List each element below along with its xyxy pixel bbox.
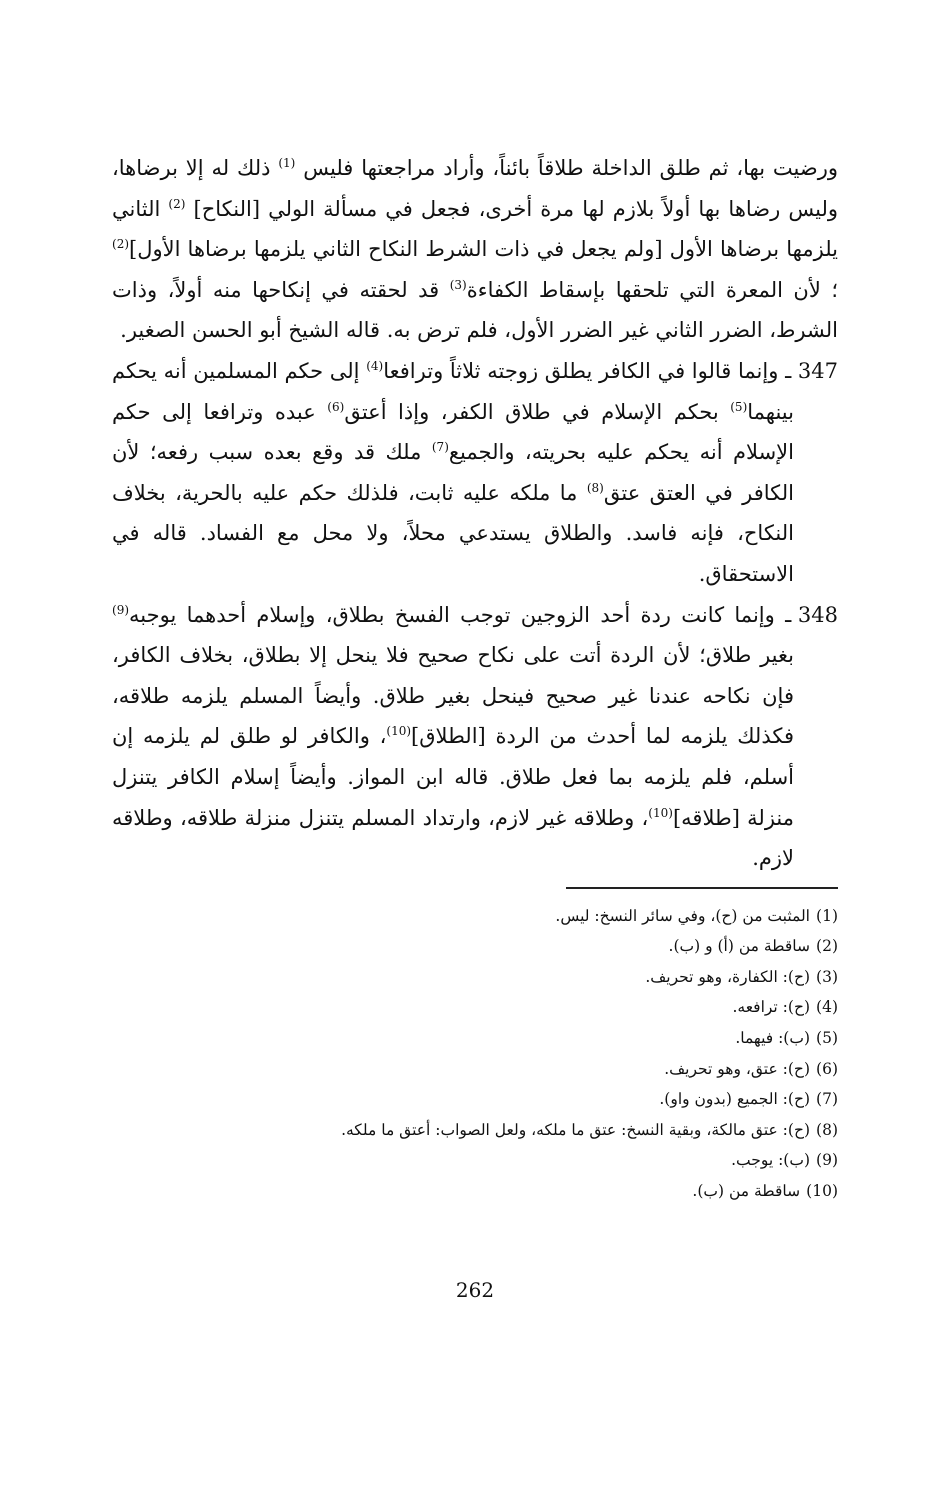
footnote-number: (6) <box>816 1059 838 1078</box>
footnote-ref: (8) <box>586 480 604 495</box>
footnote <box>112 992 838 1023</box>
footnote-number: (1) <box>816 906 838 925</box>
footnote-number: (3) <box>816 967 838 986</box>
footnote-text: (ح): الكفارة، وهو تحريف. <box>645 967 810 986</box>
footnote-ref: (2) <box>168 196 186 211</box>
paragraph <box>112 351 838 595</box>
footnote-ref: (6) <box>327 399 345 414</box>
text-segment: ، وطلاقه غير لازم، وارتداد المسلم يتنزل منزلة طلاقه، وطلاقه لازم. <box>112 805 794 871</box>
text-segment: عبده وترافعا إلى حكم الإسلام أنه يحكم عليه بحريته، والجميع <box>112 399 794 465</box>
footnote-ref: (3) <box>449 277 467 292</box>
footnote <box>112 1145 838 1176</box>
paragraph-number: 347 ـ <box>785 358 838 383</box>
footnote-number: (10) <box>806 1182 838 1201</box>
footnote-ref: (7) <box>431 440 449 455</box>
footnote-text: ساقطة من (أ) و (ب). <box>668 937 810 956</box>
footnote <box>112 1084 838 1115</box>
main-text <box>112 148 838 879</box>
footnote-text: (ب): يوجب. <box>731 1151 810 1170</box>
paragraph <box>112 148 838 351</box>
page-number: 262 <box>455 1278 495 1302</box>
text-segment: الثاني يلزمها برضاها الأول [ولم يجعل في ذات الشرط النكاح الثاني يلزمها برضاها الأول] <box>112 196 838 262</box>
footnote-number: (2) <box>816 937 838 956</box>
text-segment: بحكم الإسلام في طلاق الكفر، وإذا أعتق <box>344 399 731 424</box>
footnote-text: (ح): عتق مالكة، وبقية النسخ: عتق ما ملكه، ولعل الصواب: أعتق ما ملكه. <box>341 1120 810 1139</box>
footnote-text: (ح): الجميع (بدون واو). <box>659 1090 810 1109</box>
text-segment: ملك قد وقع بعده سبب رفعه؛ لأن الكافر في العتق عتق <box>112 440 794 505</box>
footnote <box>112 1054 838 1085</box>
footnote-number: (7) <box>816 1090 838 1109</box>
footnote-ref: (5) <box>730 399 748 414</box>
paragraph <box>112 595 838 879</box>
footnote-ref: (10) <box>648 805 673 820</box>
text-segment: بغير طلاق؛ لأن الردة أتت على نكاح صحيح فلا ينحل إلا بطلاق، بخلاف الكافر، فإن نكاحه عندنا غير صحيح فينحل بغير طلاق. وأيضاً المسلم يلزمه طلاقه، فكذلك يلزمه لما أحدث من الردة [الطلاق] <box>112 643 794 749</box>
footnote-ref: (10) <box>386 724 412 739</box>
footnote-text: (ح): ترافعه. <box>732 998 810 1017</box>
footnote <box>112 962 838 993</box>
text-segment: وإنما قالوا في الكافر يطلق زوجته ثلاثاً وترافعا <box>383 358 786 383</box>
text-segment: ، والكافر لو طلق لم يلزمه إن أسلم، فلم يلزمه بما فعل طلاق. قاله ابن المواز. وأيضاً إسلام الكافر يتنزل منزلة [طلاقه] <box>112 724 795 830</box>
footnote-number: (4) <box>816 998 838 1017</box>
footnote-text: (ح): عتق، وهو تحريف. <box>664 1059 810 1078</box>
footnote <box>112 1176 838 1207</box>
footnotes-list <box>112 901 838 1207</box>
footnote <box>112 1023 838 1054</box>
text-segment: قد لحقته في إنكاحها منه أولاً، وذات الشرط، الضرر الثاني غير الضرر الأول، فلم ترض به. قاله الشيخ أبو الحسن الصغير. <box>112 277 838 343</box>
footnote-number: (8) <box>816 1120 838 1139</box>
text-segment: ذلك له إلا برضاها، وليس رضاها بها أولاً بلازم لها مرة أخرى، فجعل في مسألة الولي [النكاح] <box>112 156 838 221</box>
text-segment: إلى حكم المسلمين أنه يحكم بينهما <box>112 358 794 424</box>
footnote-text: (ب): فيهما. <box>735 1029 810 1048</box>
footnote-text: المثبت من (ح)، وفي سائر النسخ: ليس. <box>555 906 810 925</box>
text-segment: ما ملكه عليه ثابت، فلذلك حكم عليه بالحرية، بخلاف النكاح، فإنه فاسد. والطلاق يستدعي محلاً، ولا محل مع الفساد. قاله في الاستحقاق. <box>112 480 794 586</box>
text-segment: ورضيت بها، ثم طلق الداخلة طلاقاً بائناً، وأراد مراجعتها فليس <box>295 156 838 180</box>
footnote-text: ساقطة من (ب). <box>692 1182 801 1201</box>
footnote-number: (5) <box>816 1029 838 1048</box>
footnote <box>112 901 838 932</box>
text-segment: ؛ لأن المعرة التي تلحقها بإسقاط الكفاءة <box>466 277 838 302</box>
footnote-ref: (2) <box>112 237 130 252</box>
page-body <box>112 148 838 1207</box>
text-segment: وإنما كانت ردة أحد الزوجين توجب الفسخ بطلاق، وإسلام أحدهما يوجبه <box>129 602 786 627</box>
footnote-ref: (9) <box>112 602 130 617</box>
footnote-ref: (4) <box>366 358 384 373</box>
paragraph-number: 348 ـ <box>785 602 838 627</box>
footnote <box>112 1115 838 1146</box>
footnote-ref: (1) <box>278 156 296 170</box>
footnote-separator <box>566 887 838 889</box>
footnote <box>112 931 838 962</box>
footnote-number: (9) <box>816 1151 838 1170</box>
